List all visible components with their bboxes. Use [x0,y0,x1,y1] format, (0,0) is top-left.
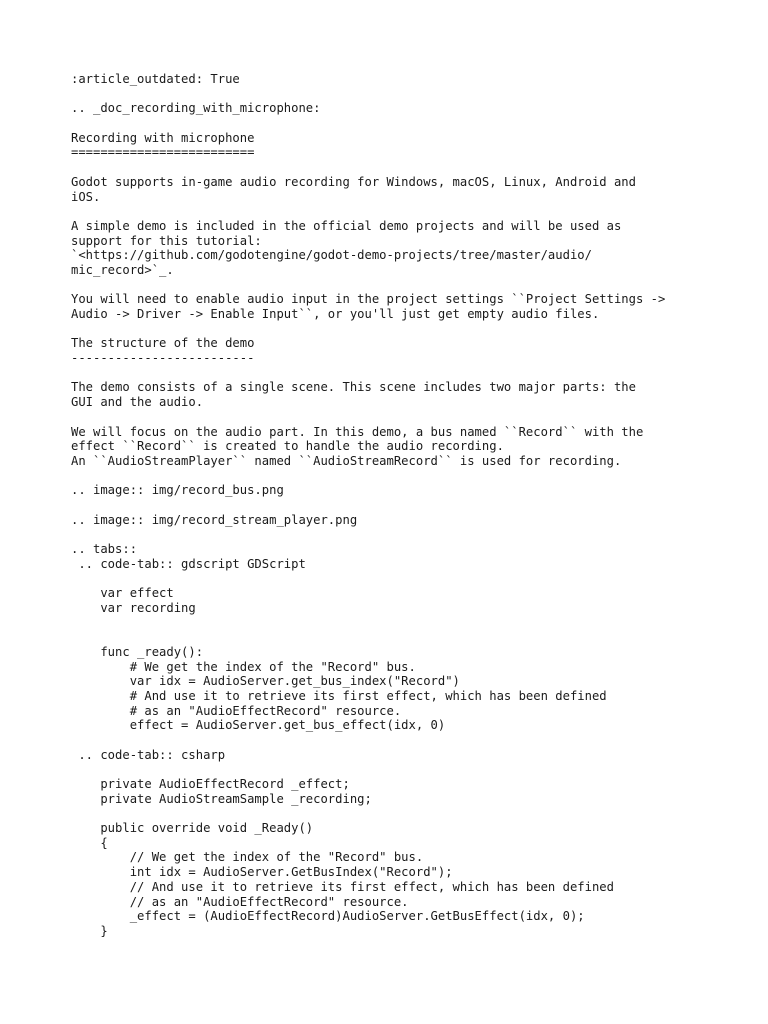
document-line [71,322,751,337]
document-line [71,366,751,381]
document-line: func _ready(): [71,644,204,659]
document-line [71,87,751,102]
document-line [71,527,751,542]
document-line: Audio -> Driver -> Enable Input``, or you'll just get empty audio files. [71,307,600,321]
document-line [71,116,751,131]
document-line [71,806,751,821]
document-line: The structure of the demo [71,336,255,351]
document-line: A simple demo is included in the official demo projects and will be used as [71,218,622,233]
document-line [71,498,751,513]
document-line [71,762,751,777]
document-line: var idx = AudioServer.get_bus_index("Record") [71,674,460,689]
document-line: _effect = (AudioEffectRecord)AudioServer.GetBusEffect(idx, 0); [71,909,585,924]
document-line: ------------------------- [71,351,255,366]
document-line [71,160,751,175]
document-line: # And use it to retrieve its first effect, which has been defined [71,688,607,703]
document-line: GUI and the audio. [71,395,204,410]
document-line: effect ``Record`` is created to handle the audio recording. [71,439,504,454]
document-line [71,278,751,293]
document-line: Recording with microphone [71,130,255,145]
document-line: You will need to enable audio input in the project settings ``Project Settings -> [71,292,666,307]
document-line: :article_outdated: True [71,72,240,86]
document-line [71,615,751,630]
document-line: int idx = AudioServer.GetBusIndex("Record"); [71,865,453,880]
document-line: `<https://github.com/godotengine/godot-demo-projects/tree/master/audio/ [71,248,592,263]
document-line: .. code-tab:: gdscript GDScript [71,556,306,571]
document-line: iOS. [71,189,101,204]
document-line: .. image:: img/record_stream_player.png [71,512,358,527]
document-line: mic_record>`_. [71,262,174,277]
document-line: An ``AudioStreamPlayer`` named ``AudioStreamRecord`` is used for recording. [71,453,622,468]
document-line: // as an "AudioEffectRecord" resource. [71,894,409,909]
document-line: support for this tutorial: [71,233,262,248]
document-line: effect = AudioServer.get_bus_effect(idx, 0) [71,718,446,733]
document-line: .. image:: img/record_bus.png [71,483,284,498]
document-line [71,410,751,425]
document-line: # We get the index of the "Record" bus. [71,659,416,674]
document-line [71,204,751,219]
document-line: // We get the index of the "Record" bus. [71,850,424,865]
document-line: var recording [71,600,196,615]
document-line [71,733,751,748]
document-line: .. code-tab:: csharp [71,747,226,762]
document-line: public override void _Ready() [71,821,314,836]
document-line: We will focus on the audio part. In this demo, a bus named ``Record`` with the [71,424,644,439]
document-line: .. tabs:: [71,542,138,556]
document-line: // And use it to retrieve its first effect, which has been defined [71,879,614,894]
document-line: private AudioStreamSample _recording; [71,791,372,806]
document-line: Godot supports in-game audio recording for Windows, macOS, Linux, Android and [71,174,636,189]
document-line: { [71,835,108,850]
document-line [71,571,751,586]
document-line [71,469,751,484]
document-line: ========================= [71,145,255,160]
document-body [71,72,751,939]
document-line [71,630,751,645]
document-line: var effect [71,586,174,601]
document-line: } [71,923,108,938]
document-line: # as an "AudioEffectRecord" resource. [71,703,402,718]
document-line: .. _doc_recording_with_microphone: [71,101,321,116]
document-line: The demo consists of a single scene. This scene includes two major parts: the [71,380,636,395]
document-line: private AudioEffectRecord _effect; [71,777,350,791]
